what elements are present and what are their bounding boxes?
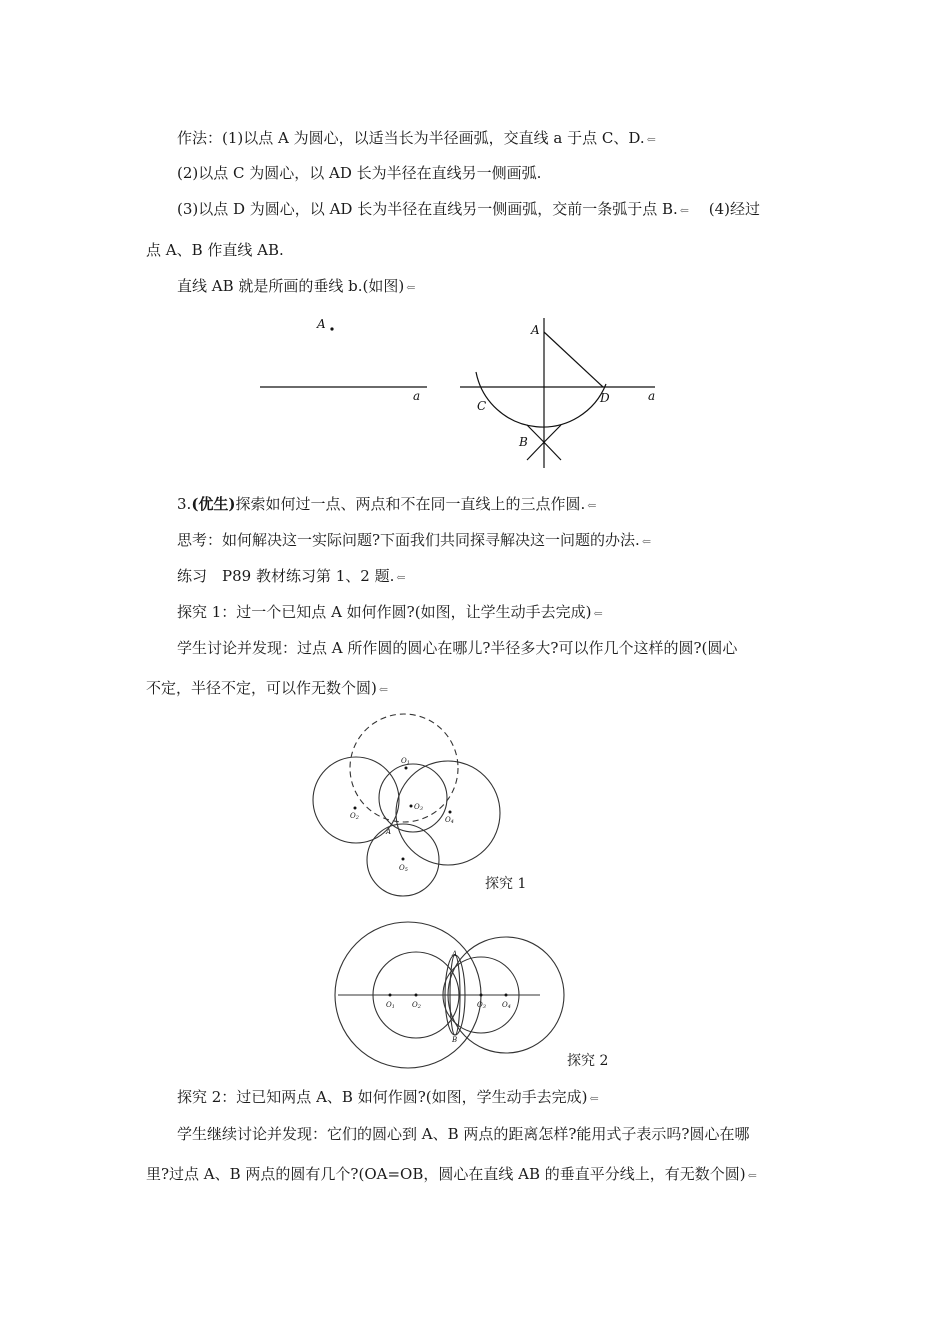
paragraph-marker: ⇐	[641, 535, 652, 548]
paragraph-marker: ⇐	[396, 571, 406, 584]
paragraph-marker: ⇐	[406, 281, 416, 294]
explore-2-caption: 探究 2	[567, 1053, 609, 1069]
label-o5-bottom: O5	[399, 864, 408, 873]
label-point-c: C	[477, 399, 487, 413]
point-a-left	[330, 327, 333, 330]
label-line-a-left: a	[413, 389, 421, 403]
explore-heading-text: 3.(优生)探索如何过一点、两点和不在同一直线上的三点作圆. ⇐	[177, 495, 597, 513]
label-point-d: D	[600, 391, 610, 405]
paragraph-marker: ⇐	[587, 499, 597, 512]
segment-ad	[544, 332, 603, 387]
discussion-1-line-1: 学生讨论并发现：过点 A 所作圆的圆心在哪儿?半径多大?可以作几个这样的圆?(圆心	[177, 639, 738, 657]
arc-from-a	[476, 372, 606, 427]
label-o2-left: O2	[350, 812, 359, 821]
label-point-a-right: A	[531, 323, 540, 337]
step-2-text: (2)以点 C 为圆心，以 AD 长为半径在直线另一侧画弧.	[177, 164, 542, 182]
label-point-a-left: A	[317, 317, 326, 331]
label-o3-center: O3	[414, 803, 423, 812]
paragraph-marker: ⇐	[747, 1169, 757, 1182]
discussion-2-line-1: 学生继续讨论并发现：它们的圆心到 A、B 两点的距离怎样?能用式子表示吗?圆心在哪	[177, 1125, 750, 1143]
conclusion-text: 直线 AB 就是所画的垂线 b.(如图) ⇐	[177, 277, 416, 295]
step-4-text: 点 A、B 作直线 AB.	[146, 241, 284, 259]
thinking-text: 思考：如何解决这一实际问题?下面我们共同探寻解决这一问题的办法. ⇐	[177, 531, 652, 549]
discussion-1-line-2: 不定，半径不定，可以作无数个圆) ⇐	[146, 679, 389, 697]
paragraph-marker: ⇐	[646, 133, 656, 146]
paragraph-marker: ⇐	[589, 1092, 599, 1105]
paragraph-marker: ⇐	[593, 607, 603, 620]
paragraph-marker: ⇐	[378, 683, 389, 696]
explore-1-text: 探究 1：过一个已知点 A 如何作圆?(如图，让学生动手去完成) ⇐	[177, 603, 603, 621]
dashed-circle	[350, 714, 458, 822]
explore-1-figure	[310, 710, 510, 890]
perpendicular-construction-figure	[255, 310, 675, 470]
label-point-b: B	[519, 435, 528, 449]
discussion-2-line-2: 里?过点 A、B 两点的圆有几个?(OA=OB，圆心在直线 AB 的垂直平分线上，有无数个圆) ⇐	[146, 1165, 757, 1183]
explore-1-caption: 探究 1	[485, 876, 527, 892]
label-line-a-right: a	[648, 389, 656, 403]
label-o1-top: O1	[401, 757, 410, 766]
label-point-a: A	[452, 950, 458, 958]
paragraph-marker: ⇐	[679, 204, 689, 217]
label-point-b: B	[452, 1036, 458, 1044]
explore-2-text: 探究 2：过已知两点 A、B 如何作圆?(如图，学生动手去完成) ⇐	[177, 1088, 599, 1106]
practice-text: 练习 P89 教材练习第 1、2 题. ⇐	[177, 567, 406, 585]
label-point-a: A	[386, 828, 392, 836]
step-3-text: (3)以点 D 为圆心，以 AD 长为半径在直线另一侧画弧，交前一条弧于点 B. ⇐ (4)经过	[177, 200, 761, 218]
label-o1: O1	[386, 1001, 395, 1010]
step-1-text: 作法：(1)以点 A 为圆心，以适当长为半径画弧，交直线 a 于点 C、D. ⇐	[177, 129, 656, 147]
label-o4: O4	[502, 1001, 511, 1010]
label-o3: O3	[477, 1001, 486, 1010]
label-o2: O2	[412, 1001, 421, 1010]
circle-o3	[396, 761, 500, 865]
explore-2-figure	[318, 918, 568, 1078]
label-o4-right: O4	[445, 816, 454, 825]
